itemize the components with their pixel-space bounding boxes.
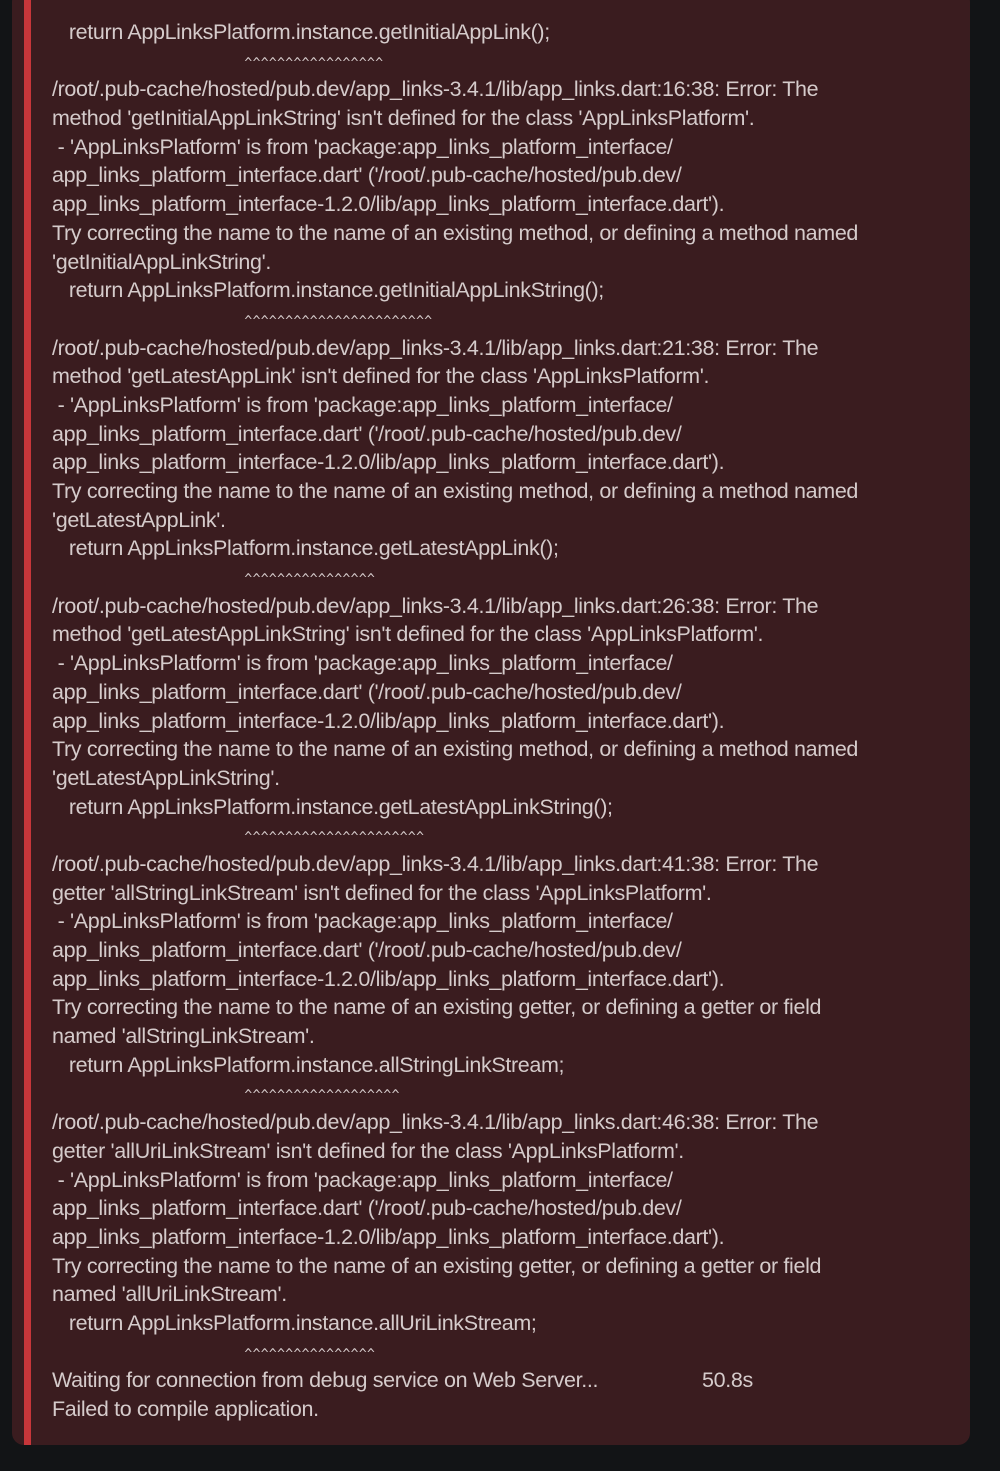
log-line: - 'AppLinksPlatform' is from 'package:app_links_platform_interface/ [52,134,673,159]
build-log [52,18,956,1424]
code-line: return AppLinksPlatform.instance.getLatestAppLinkString(); [52,794,613,819]
log-line: /root/.pub-cache/hosted/pub.dev/app_links-3.4.1/lib/app_links.dart:26:38: Error: The [52,593,819,618]
log-line: getter 'allUriLinkStream' isn't defined for the class 'AppLinksPlatform'. [52,1138,684,1163]
status-message: Waiting for connection from debug service on Web Server... [52,1368,599,1393]
log-line: app_links_platform_interface-1.2.0/lib/app_links_platform_interface.dart'). [52,450,725,475]
log-line: app_links_platform_interface-1.2.0/lib/app_links_platform_interface.dart'). [52,966,725,991]
log-line: - 'AppLinksPlatform' is from 'package:app_links_platform_interface/ [52,651,673,676]
log-line: /root/.pub-cache/hosted/pub.dev/app_links-3.4.1/lib/app_links.dart:16:38: Error: The [52,77,819,102]
log-line: app_links_platform_interface-1.2.0/lib/app_links_platform_interface.dart'). [52,1224,725,1249]
log-lines [52,18,956,1366]
log-line: app_links_platform_interface.dart' ('/root/.pub-cache/hosted/pub.dev/ [52,1196,682,1221]
log-line: 'getLatestAppLinkString'. [52,765,280,790]
log-line: 'getInitialAppLinkString'. [52,249,272,274]
error-caret-marker: ^^^^^^^^^^^^^^^^^ [244,55,384,71]
elapsed-time: 50.8s [702,1368,753,1393]
error-indicator-bar [24,0,31,1445]
compile-result: Failed to compile application. [52,1397,319,1421]
log-line: Try correcting the name to the name of an existing getter, or defining a getter or field [52,995,822,1020]
code-line: return AppLinksPlatform.instance.getInitialAppLink(); [52,20,550,44]
log-line: app_links_platform_interface.dart' ('/root/.pub-cache/hosted/pub.dev/ [52,679,682,704]
code-line: return AppLinksPlatform.instance.getLatestAppLink(); [52,536,559,561]
log-line: Try correcting the name to the name of an existing method, or defining a method named [52,479,859,503]
error-caret-marker: ^^^^^^^^^^^^^^^^ [244,572,376,588]
log-line: app_links_platform_interface.dart' ('/root/.pub-cache/hosted/pub.dev/ [52,938,682,962]
log-line: named 'allUriLinkStream'. [52,1282,287,1307]
log-line: Try correcting the name to the name of an existing getter, or defining a getter or field [52,1253,822,1278]
log-line: method 'getLatestAppLinkString' isn't defined for the class 'AppLinksPlatform'. [52,622,764,647]
log-line: - 'AppLinksPlatform' is from 'package:app_links_platform_interface/ [52,392,673,417]
log-line: app_links_platform_interface-1.2.0/lib/app_links_platform_interface.dart'). [52,708,725,733]
log-line: /root/.pub-cache/hosted/pub.dev/app_links-3.4.1/lib/app_links.dart:41:38: Error: The [52,851,819,876]
log-line: Try correcting the name to the name of an existing method, or defining a method named [52,737,859,762]
log-line: Try correcting the name to the name of an existing method, or defining a method named [52,220,859,245]
status-line [52,1366,956,1395]
log-line: app_links_platform_interface.dart' ('/root/.pub-cache/hosted/pub.dev/ [52,163,682,188]
log-line: method 'getInitialAppLinkString' isn't defined for the class 'AppLinksPlatform'. [52,106,755,131]
log-line: method 'getLatestAppLink' isn't defined for the class 'AppLinksPlatform'. [52,364,710,389]
code-line: return AppLinksPlatform.instance.allUriLinkStream; [52,1310,537,1335]
error-caret-marker: ^^^^^^^^^^^^^^^^^^^ [244,1088,400,1104]
log-line: - 'AppLinksPlatform' is from 'package:app_links_platform_interface/ [52,909,673,934]
error-output-panel [12,0,970,1445]
error-caret-marker: ^^^^^^^^^^^^^^^^^^^^^^^ [244,313,433,329]
log-line: /root/.pub-cache/hosted/pub.dev/app_links-3.4.1/lib/app_links.dart:21:38: Error: The [52,335,819,360]
code-line: return AppLinksPlatform.instance.getInitialAppLinkString(); [52,278,604,303]
log-line: getter 'allStringLinkStream' isn't defined for the class 'AppLinksPlatform'. [52,880,712,905]
error-caret-marker: ^^^^^^^^^^^^^^^^ [244,1346,376,1362]
log-line: - 'AppLinksPlatform' is from 'package:app_links_platform_interface/ [52,1167,673,1192]
code-line: return AppLinksPlatform.instance.allStringLinkStream; [52,1052,565,1077]
log-line: app_links_platform_interface-1.2.0/lib/app_links_platform_interface.dart'). [52,192,725,217]
log-line: 'getLatestAppLink'. [52,507,226,532]
log-line: named 'allStringLinkStream'. [52,1024,315,1049]
log-line: /root/.pub-cache/hosted/pub.dev/app_links-3.4.1/lib/app_links.dart:46:38: Error: The [52,1110,819,1135]
log-line: app_links_platform_interface.dart' ('/root/.pub-cache/hosted/pub.dev/ [52,421,682,446]
error-caret-marker: ^^^^^^^^^^^^^^^^^^^^^^ [244,830,425,846]
